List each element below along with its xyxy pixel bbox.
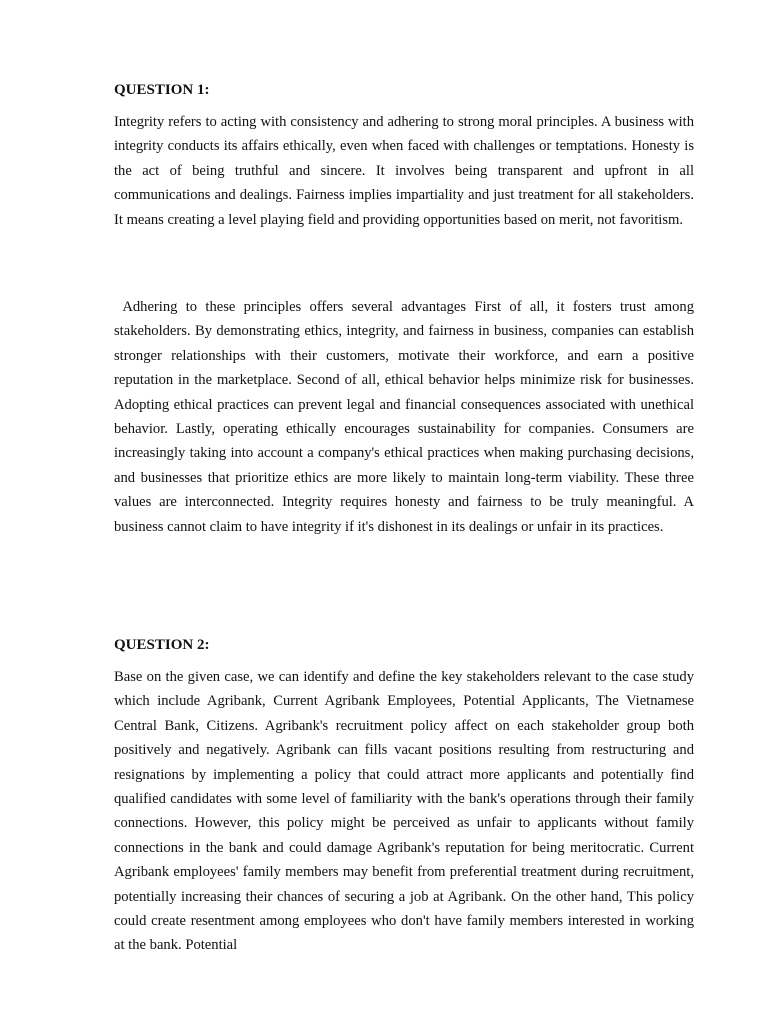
question-2-heading: QUESTION 2:: [114, 637, 210, 653]
question-1-paragraph-1: Integrity refers to acting with consistency and adhering to strong moral principles. A business with integrity conducts its affairs ethically, even when faced with challenges or temptations. Honesty is the act of being truthful and sincere. It involves being transparent and upfront in all communications and dealings. Fairness implies impartiality and just treatment for all stakeholders. It means creating a level playing field and providing opportunities based on merit, not favoritism.: [114, 114, 698, 228]
question-1-heading: QUESTION 1:: [114, 82, 210, 98]
question-1-paragraph-2: Adhering to these principles offers several advantages First of all, it fosters trust among stakeholders. By demonstrating ethics, integrity, and fairness in business, companies can establish stronger relationships with their customers, motivate their workforce, and earn a positive reputation in the marketplace. Second of all, ethical behavior helps minimize risk for businesses. Adopting ethical practices can prevent legal and financial consequences associated with unethical behavior. Lastly, operating ethically encourages sustainability for companies. Consumers are increasingly taking into account a company's ethical practices when making purchasing decisions, and businesses that prioritize ethics are more likely to maintain long-term viability. These three values are interconnected. Integrity requires honesty and fairness to be truly meaningful. A business cannot claim to have integrity if it's dishonest in its dealings or unfair in its practices.: [114, 299, 698, 535]
question-2-paragraph-1: Base on the given case, we can identify and define the key stakeholders relevant to the case study which include Agribank, Current Agribank Employees, Potential Applicants, The Vietnamese Central Bank, Citizens. Agribank's recruitment policy affect on each stakeholder group both positively and negatively. Agribank can fills vacant positions resulting from restructuring and resignations by implementing a policy that could attract more applicants and potentially find qualified candidates with some level of familiarity with the bank's operations through their family connections. However, this policy might be perceived as unfair to applicants without family connections in the bank and could damage Agribank's reputation for being meritocratic. Current Agribank employees' family members may benefit from preferential treatment during recruitment, potentially increasing their chances of securing a job at Agribank. On the other hand, This policy could create resentment among employees who don't have family members interested in working at the bank. Potential: [114, 669, 698, 954]
